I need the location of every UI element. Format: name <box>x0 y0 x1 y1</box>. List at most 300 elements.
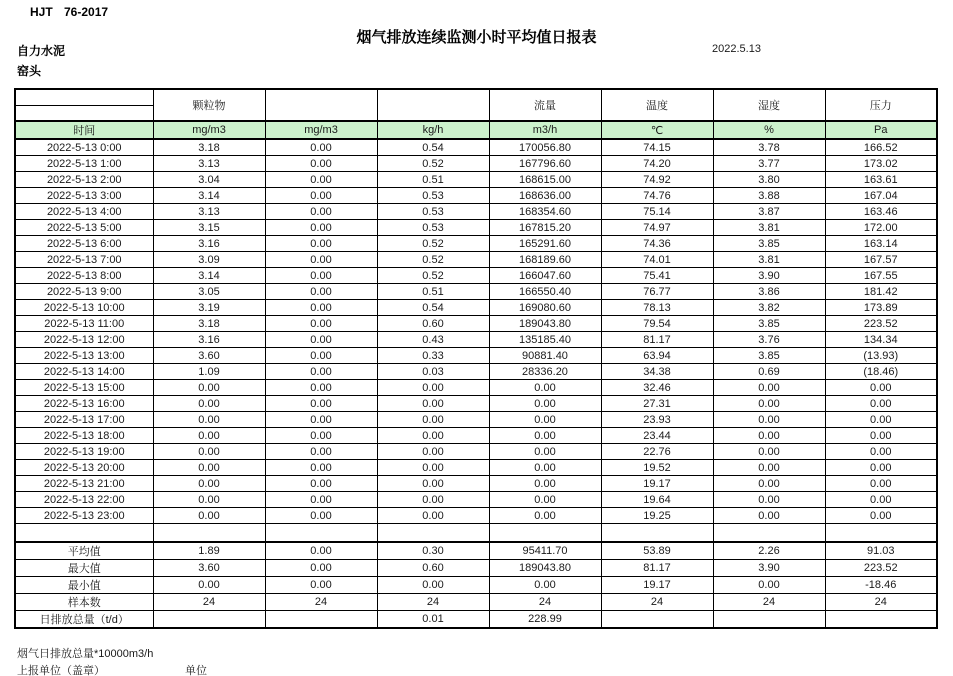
table-row <box>15 476 937 492</box>
row-label-cell: 2022-5-13 7:00 <box>15 252 153 268</box>
value-cell: 189043.80 <box>489 316 601 332</box>
value-cell: 0.00 <box>377 428 489 444</box>
row-label-cell: 2022-5-13 2:00 <box>15 172 153 188</box>
value-cell: 95411.70 <box>489 542 601 560</box>
unit-header: ℃ <box>601 121 713 139</box>
unit-label: 单位 <box>185 665 207 676</box>
value-cell: 0.00 <box>489 428 601 444</box>
row-label-cell: 2022-5-13 17:00 <box>15 412 153 428</box>
value-cell: 28336.20 <box>489 364 601 380</box>
value-cell: 3.16 <box>153 332 265 348</box>
value-cell: 0.00 <box>265 172 377 188</box>
table-row <box>15 252 937 268</box>
value-cell: 19.52 <box>601 460 713 476</box>
value-cell: 3.13 <box>153 204 265 220</box>
value-cell: 0.52 <box>377 156 489 172</box>
table-row <box>15 139 937 156</box>
value-cell: 166550.40 <box>489 284 601 300</box>
row-label-cell: 2022-5-13 1:00 <box>15 156 153 172</box>
value-cell: 163.61 <box>825 172 937 188</box>
value-cell: 163.46 <box>825 204 937 220</box>
value-cell: 0.00 <box>265 380 377 396</box>
summary-row <box>15 611 937 629</box>
value-cell: 0.60 <box>377 560 489 577</box>
value-cell: 19.17 <box>601 476 713 492</box>
value-cell: 0.54 <box>377 139 489 156</box>
value-cell: 0.00 <box>153 428 265 444</box>
value-cell: 167796.60 <box>489 156 601 172</box>
value-cell: 90881.40 <box>489 348 601 364</box>
table-row <box>15 156 937 172</box>
row-label-cell <box>15 524 153 543</box>
value-cell: 173.89 <box>825 300 937 316</box>
value-cell: 53.89 <box>601 542 713 560</box>
value-cell <box>601 524 713 543</box>
value-cell: 0.00 <box>153 412 265 428</box>
row-label-cell: 2022-5-13 12:00 <box>15 332 153 348</box>
table-row <box>15 364 937 380</box>
value-cell: 3.60 <box>153 348 265 364</box>
value-cell: 0.03 <box>377 364 489 380</box>
value-cell: 0.51 <box>377 284 489 300</box>
table-row <box>15 172 937 188</box>
row-label-cell: 2022-5-13 0:00 <box>15 139 153 156</box>
col-header-humidity: 湿度 <box>713 89 825 121</box>
table-row <box>15 492 937 508</box>
value-cell: 74.97 <box>601 220 713 236</box>
value-cell <box>825 524 937 543</box>
value-cell: 163.14 <box>825 236 937 252</box>
value-cell: 0.00 <box>377 460 489 476</box>
value-cell: 166047.60 <box>489 268 601 284</box>
value-cell: 74.36 <box>601 236 713 252</box>
row-label-cell: 2022-5-13 20:00 <box>15 460 153 476</box>
table-row <box>15 204 937 220</box>
value-cell <box>713 611 825 629</box>
value-cell: 0.00 <box>265 348 377 364</box>
value-cell: 167.57 <box>825 252 937 268</box>
value-cell: 0.00 <box>377 380 489 396</box>
value-cell: 167815.20 <box>489 220 601 236</box>
value-cell: 0.00 <box>489 577 601 594</box>
value-cell: 75.14 <box>601 204 713 220</box>
doc-code: HJT 76-2017 <box>30 5 109 19</box>
value-cell: 0.00 <box>825 412 937 428</box>
table-row <box>15 412 937 428</box>
value-cell: 24 <box>825 594 937 611</box>
value-cell: 0.00 <box>265 188 377 204</box>
row-label-cell: 平均值 <box>15 542 153 560</box>
col-header-temperature: 温度 <box>601 89 713 121</box>
value-cell: 0.00 <box>265 444 377 460</box>
table-row <box>15 316 937 332</box>
value-cell: 0.43 <box>377 332 489 348</box>
value-cell: 32.46 <box>601 380 713 396</box>
time-header-blank-cell <box>15 89 153 106</box>
table-row <box>15 300 937 316</box>
summary-row <box>15 594 937 611</box>
value-cell: 0.00 <box>265 300 377 316</box>
value-cell: 74.20 <box>601 156 713 172</box>
value-cell: 23.44 <box>601 428 713 444</box>
value-cell: 3.85 <box>713 236 825 252</box>
row-label-cell: 2022-5-13 8:00 <box>15 268 153 284</box>
value-cell: 0.00 <box>153 476 265 492</box>
value-cell <box>153 524 265 543</box>
value-cell: 0.00 <box>489 412 601 428</box>
row-label-cell: 2022-5-13 5:00 <box>15 220 153 236</box>
value-cell <box>601 611 713 629</box>
value-cell: 0.00 <box>265 332 377 348</box>
value-cell: 34.38 <box>601 364 713 380</box>
table-row <box>15 220 937 236</box>
value-cell: 0.52 <box>377 236 489 252</box>
value-cell: 167.55 <box>825 268 937 284</box>
value-cell: 167.04 <box>825 188 937 204</box>
value-cell: 172.00 <box>825 220 937 236</box>
value-cell: 168615.00 <box>489 172 601 188</box>
value-cell: 23.93 <box>601 412 713 428</box>
value-cell: 0.69 <box>713 364 825 380</box>
summary-row <box>15 560 937 577</box>
value-cell: 3.09 <box>153 252 265 268</box>
unit-header: mg/m3 <box>265 121 377 139</box>
value-cell: 81.17 <box>601 332 713 348</box>
value-cell: 3.80 <box>713 172 825 188</box>
value-cell: 0.00 <box>265 492 377 508</box>
value-cell: 223.52 <box>825 560 937 577</box>
value-cell: (13.93) <box>825 348 937 364</box>
report-date: 2022.5.13 <box>712 43 761 55</box>
value-cell: 0.54 <box>377 300 489 316</box>
value-cell: 19.17 <box>601 577 713 594</box>
value-cell: 3.81 <box>713 252 825 268</box>
value-cell: 0.00 <box>265 428 377 444</box>
flow-total-note: 烟气日排放总量*10000m3/h <box>17 648 154 660</box>
value-cell: 3.78 <box>713 139 825 156</box>
value-cell: 3.05 <box>153 284 265 300</box>
row-label-cell: 2022-5-13 19:00 <box>15 444 153 460</box>
table-row <box>15 380 937 396</box>
value-cell: 76.77 <box>601 284 713 300</box>
row-label-cell: 2022-5-13 22:00 <box>15 492 153 508</box>
value-cell: 19.25 <box>601 508 713 524</box>
value-cell: 0.51 <box>377 172 489 188</box>
table-row <box>15 236 937 252</box>
value-cell <box>825 611 937 629</box>
value-cell: 0.00 <box>713 396 825 412</box>
hourly-average-table <box>14 88 938 629</box>
value-cell: 0.00 <box>377 508 489 524</box>
value-cell: 3.18 <box>153 316 265 332</box>
value-cell: 74.76 <box>601 188 713 204</box>
value-cell: 3.04 <box>153 172 265 188</box>
value-cell: 189043.80 <box>489 560 601 577</box>
value-cell: 0.00 <box>713 492 825 508</box>
unit-header: kg/h <box>377 121 489 139</box>
value-cell: 75.41 <box>601 268 713 284</box>
value-cell: 0.52 <box>377 252 489 268</box>
value-cell: 0.00 <box>153 444 265 460</box>
row-label-cell: 2022-5-13 9:00 <box>15 284 153 300</box>
value-cell: 0.00 <box>825 380 937 396</box>
value-cell: 74.15 <box>601 139 713 156</box>
summary-row <box>15 542 937 560</box>
value-cell: 0.00 <box>265 460 377 476</box>
value-cell: 181.42 <box>825 284 937 300</box>
col-header-particulate: 颗粒物 <box>153 89 265 121</box>
col-header-blank-2 <box>377 89 489 121</box>
value-cell: 0.00 <box>265 412 377 428</box>
value-cell: 0.00 <box>265 139 377 156</box>
value-cell: 228.99 <box>489 611 601 629</box>
value-cell <box>377 524 489 543</box>
value-cell: 0.00 <box>265 268 377 284</box>
value-cell: 78.13 <box>601 300 713 316</box>
value-cell: 0.00 <box>377 476 489 492</box>
value-cell: 3.82 <box>713 300 825 316</box>
row-label-cell: 2022-5-13 4:00 <box>15 204 153 220</box>
value-cell: 3.87 <box>713 204 825 220</box>
value-cell: 0.53 <box>377 220 489 236</box>
time-header-blank-cell-2 <box>15 106 153 122</box>
table-row <box>15 188 937 204</box>
value-cell: 0.00 <box>713 577 825 594</box>
value-cell: 19.64 <box>601 492 713 508</box>
value-cell: 1.89 <box>153 542 265 560</box>
value-cell: 0.00 <box>713 508 825 524</box>
value-cell: 0.00 <box>265 204 377 220</box>
value-cell: 0.00 <box>825 492 937 508</box>
value-cell: 0.00 <box>265 284 377 300</box>
value-cell: 3.81 <box>713 220 825 236</box>
value-cell: 24 <box>713 594 825 611</box>
value-cell: 0.30 <box>377 542 489 560</box>
value-cell: 0.00 <box>377 492 489 508</box>
row-label-cell: 2022-5-13 6:00 <box>15 236 153 252</box>
value-cell <box>489 524 601 543</box>
value-cell: 0.00 <box>153 577 265 594</box>
value-cell: 0.00 <box>825 396 937 412</box>
value-cell: 170056.80 <box>489 139 601 156</box>
value-cell: 0.00 <box>713 428 825 444</box>
table-head <box>15 89 937 139</box>
value-cell: 0.00 <box>713 444 825 460</box>
value-cell: 0.00 <box>153 396 265 412</box>
table-row <box>15 508 937 524</box>
value-cell: 0.00 <box>265 476 377 492</box>
unit-header-row <box>15 121 937 139</box>
row-label-cell: 2022-5-13 3:00 <box>15 188 153 204</box>
row-label-cell: 2022-5-13 13:00 <box>15 348 153 364</box>
value-cell: 22.76 <box>601 444 713 460</box>
value-cell: 3.90 <box>713 268 825 284</box>
row-label-cell: 2022-5-13 14:00 <box>15 364 153 380</box>
unit-header: m3/h <box>489 121 601 139</box>
value-cell: 0.00 <box>713 476 825 492</box>
value-cell: 223.52 <box>825 316 937 332</box>
value-cell: 0.00 <box>713 412 825 428</box>
value-cell: 0.00 <box>265 156 377 172</box>
value-cell: 0.00 <box>377 396 489 412</box>
value-cell: 0.00 <box>713 380 825 396</box>
value-cell <box>153 611 265 629</box>
value-cell: 91.03 <box>825 542 937 560</box>
value-cell: 0.00 <box>265 577 377 594</box>
value-cell: 3.85 <box>713 348 825 364</box>
company-name: 自力水泥 <box>17 44 66 58</box>
value-cell: 3.85 <box>713 316 825 332</box>
value-cell: (18.46) <box>825 364 937 380</box>
value-cell: 0.00 <box>265 364 377 380</box>
value-cell: 0.00 <box>377 412 489 428</box>
value-cell: 3.15 <box>153 220 265 236</box>
value-cell: 168189.60 <box>489 252 601 268</box>
col-header-blank-1 <box>265 89 377 121</box>
value-cell: 0.00 <box>265 508 377 524</box>
value-cell: 24 <box>265 594 377 611</box>
value-cell: 0.00 <box>265 396 377 412</box>
row-label-cell: 2022-5-13 16:00 <box>15 396 153 412</box>
value-cell: 24 <box>377 594 489 611</box>
value-cell: 27.31 <box>601 396 713 412</box>
row-label-cell: 2022-5-13 21:00 <box>15 476 153 492</box>
col-header-flow: 流量 <box>489 89 601 121</box>
value-cell <box>713 524 825 543</box>
unit-header: mg/m3 <box>153 121 265 139</box>
value-cell: 0.00 <box>265 220 377 236</box>
value-cell: 169080.60 <box>489 300 601 316</box>
value-cell: 0.00 <box>265 542 377 560</box>
row-label-cell: 最大值 <box>15 560 153 577</box>
value-cell: 3.16 <box>153 236 265 252</box>
row-label-cell: 2022-5-13 18:00 <box>15 428 153 444</box>
value-cell: 24 <box>601 594 713 611</box>
value-cell: 1.09 <box>153 364 265 380</box>
value-cell: 0.00 <box>377 444 489 460</box>
row-label-cell: 2022-5-13 15:00 <box>15 380 153 396</box>
value-cell: 3.88 <box>713 188 825 204</box>
value-cell: 3.14 <box>153 188 265 204</box>
table-row <box>15 444 937 460</box>
value-cell: 168354.60 <box>489 204 601 220</box>
table-row <box>15 268 937 284</box>
row-label-cell: 样本数 <box>15 594 153 611</box>
value-cell: 0.00 <box>713 460 825 476</box>
value-cell: 0.00 <box>153 508 265 524</box>
value-cell: 74.01 <box>601 252 713 268</box>
value-cell: 81.17 <box>601 560 713 577</box>
value-cell: 79.54 <box>601 316 713 332</box>
value-cell: 0.53 <box>377 204 489 220</box>
value-cell <box>265 611 377 629</box>
page-title: 烟气排放连续监测小时平均值日报表 <box>356 29 597 46</box>
value-cell: 3.14 <box>153 268 265 284</box>
value-cell: 0.00 <box>825 460 937 476</box>
value-cell: 3.18 <box>153 139 265 156</box>
value-cell <box>265 524 377 543</box>
value-cell: 0.53 <box>377 188 489 204</box>
value-cell: 0.52 <box>377 268 489 284</box>
summary-row <box>15 577 937 594</box>
value-cell: 0.01 <box>377 611 489 629</box>
value-cell: 166.52 <box>825 139 937 156</box>
col-header-pressure: 压力 <box>825 89 937 121</box>
value-cell: 165291.60 <box>489 236 601 252</box>
table-row <box>15 332 937 348</box>
value-cell: 0.00 <box>489 476 601 492</box>
value-cell: 3.86 <box>713 284 825 300</box>
value-cell: 0.00 <box>489 460 601 476</box>
monitoring-point-name: 窑头 <box>17 64 42 78</box>
value-cell: 3.19 <box>153 300 265 316</box>
spacer-row <box>15 524 937 543</box>
value-cell: 0.00 <box>265 252 377 268</box>
value-cell: 0.00 <box>489 508 601 524</box>
value-cell: 3.13 <box>153 156 265 172</box>
row-label-cell: 2022-5-13 23:00 <box>15 508 153 524</box>
value-cell: 24 <box>153 594 265 611</box>
value-cell: 0.60 <box>377 316 489 332</box>
value-cell: 3.77 <box>713 156 825 172</box>
value-cell: 0.33 <box>377 348 489 364</box>
value-cell: 0.00 <box>825 508 937 524</box>
value-cell: 0.00 <box>265 560 377 577</box>
value-cell: 3.60 <box>153 560 265 577</box>
value-cell: 0.00 <box>153 492 265 508</box>
value-cell: 0.00 <box>489 396 601 412</box>
value-cell: 0.00 <box>825 444 937 460</box>
row-label-cell: 最小值 <box>15 577 153 594</box>
value-cell: 0.00 <box>265 236 377 252</box>
row-label-cell: 2022-5-13 11:00 <box>15 316 153 332</box>
value-cell: -18.46 <box>825 577 937 594</box>
value-cell: 3.76 <box>713 332 825 348</box>
value-cell: 134.34 <box>825 332 937 348</box>
value-cell: 2.26 <box>713 542 825 560</box>
value-cell: 0.00 <box>825 428 937 444</box>
value-cell: 173.02 <box>825 156 937 172</box>
value-cell: 24 <box>489 594 601 611</box>
row-label-cell: 日排放总量（t/d） <box>15 611 153 629</box>
table-row <box>15 396 937 412</box>
table-row <box>15 348 937 364</box>
value-cell: 0.00 <box>489 492 601 508</box>
value-cell: 3.90 <box>713 560 825 577</box>
table-row <box>15 460 937 476</box>
value-cell: 0.00 <box>489 444 601 460</box>
value-cell: 63.94 <box>601 348 713 364</box>
value-cell: 0.00 <box>489 380 601 396</box>
value-cell: 0.00 <box>825 476 937 492</box>
time-column-header: 时间 <box>15 121 153 139</box>
table-row <box>15 428 937 444</box>
table-row <box>15 284 937 300</box>
group-header-row <box>15 89 937 106</box>
value-cell: 0.00 <box>153 460 265 476</box>
report-unit-label: 上报单位（盖章） <box>17 665 105 676</box>
unit-header: Pa <box>825 121 937 139</box>
value-cell: 0.00 <box>153 380 265 396</box>
value-cell: 0.00 <box>377 577 489 594</box>
row-label-cell: 2022-5-13 10:00 <box>15 300 153 316</box>
unit-header: % <box>713 121 825 139</box>
value-cell: 0.00 <box>265 316 377 332</box>
value-cell: 168636.00 <box>489 188 601 204</box>
value-cell: 74.92 <box>601 172 713 188</box>
table-body <box>15 139 937 628</box>
value-cell: 135185.40 <box>489 332 601 348</box>
